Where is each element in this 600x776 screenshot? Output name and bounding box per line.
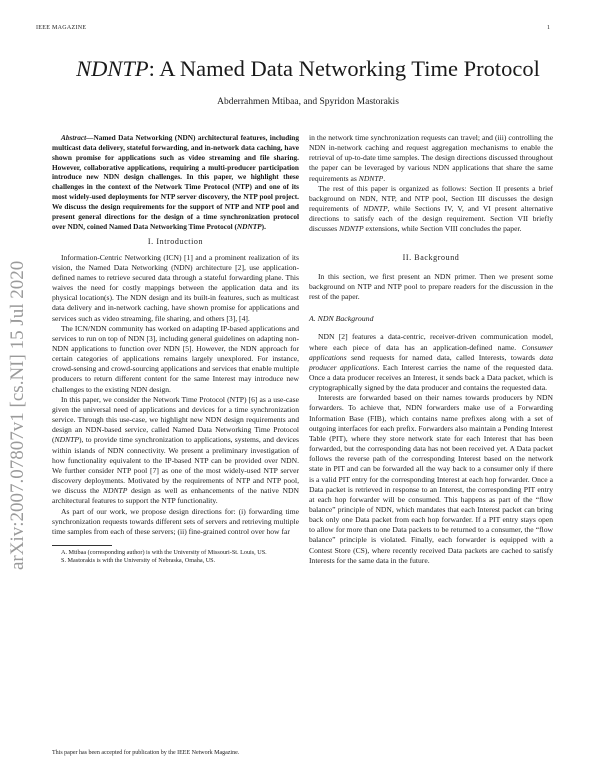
intro-paragraph-2: The ICN/NDN community has worked on adapting IP-based applications and services to run on top of NDN [3], including general guidelines on adapting non-NDN applications to function over NDN [5]. However, the NDN approach for certain categories of applications remains largely unexplored. For instance, crowd-sensing and crowd-sourcing applications and services that enable multiple producers to return different content for the same Interest may introduce new challenges to the existing NDN design. — [52, 323, 299, 394]
intro-p3-acronym-2: NDNTP — [102, 486, 128, 496]
intro-paragraph-1: Information-Centric Networking (ICN) [1] and a prominent realization of its vision, the Named Data Networking (NDN) architecture [2], use application-defined names to retrieve secured data through a stateful forwarding plane. This waives the need for costly mappings between the application data and its physical location(s). The NDN design and its built-in features, such as multicast data delivery and in-network caching, have shown promise for applications and services such as video streaming, file sharing, and others [3], [4]. — [52, 252, 299, 323]
footnote-rule — [52, 545, 112, 546]
ndn-p1-part-b: send requests for named data, called Interests, towards — [346, 352, 540, 362]
right-column — [309, 133, 553, 566]
footnote-author-1: A. Mtibaa (corresponding author) is with the University of Missouri-St. Louis, US. — [61, 548, 267, 556]
abstract-text: —Named Data Networking (NDN) architectural features, including multicast data delivery, stateful forwarding, and in-network data caching, have shown promise for applications such as video streaming and file sharing. However, collaborative applications, requiring a multi-producer participation introduce new NDN design challenges. In this paper, we highlight these challenges in the context of the Network Time Protocol (NTP) and one of its most widely-used deployments for NTP server discovery, the NTP pool project. We discuss the design requirements for the support of NTP and NTP pool and present general directions for the design of a time synchronization protocol over NDN, coined Named Data Networking Time Protocol ( — [52, 133, 299, 231]
publication-note: This paper has been accepted for publication by the IEEE Network Magazine. — [52, 750, 240, 756]
subsection-heading-ndn-background: A. NDN Background — [309, 314, 374, 324]
left-column — [52, 133, 299, 565]
running-head: IEEE MAGAZINE — [36, 25, 87, 31]
org-acronym: NDNTP — [363, 204, 388, 214]
abstract-end: ). — [261, 221, 266, 231]
section-heading-introduction: I. Introduction — [147, 237, 204, 247]
title-text: : A Named Data Networking Time Protocol — [148, 56, 540, 81]
intro-paragraph-4-continued — [309, 133, 553, 184]
footnote-author-2: S. Mastorakis is with the University of Nebraska, Omaha, US. — [61, 556, 216, 564]
intro-p3-part-b: ), to provide time synchronization to applications, systems, and devices within islands of NDN connectivity. We present a preliminary investigation of how functionality equivalent to the IP-based NTP can be provided over NDN. We further consider NTP pool [7] as one of the most widely-used NTP server discovery deployments. Motivated by the requirements of NTP and NTP pool, we discuss the — [52, 435, 299, 496]
ndn-p1-emphasis-2: data producer applications — [309, 352, 553, 372]
intro-p3-part-c: design as well as enhancements of the native NDN architectural features to support the NTP functionality. — [52, 486, 299, 506]
paper-title — [40, 56, 576, 82]
abstract-acronym: NDNTP — [236, 221, 262, 231]
intro-p3-acronym: NDNTP — [54, 435, 80, 445]
org-part-b: , while Sections IV, V, and VI present alternative directions to satisfy each of the design requirement. Section VII briefly discusses — [309, 204, 554, 234]
ndn-paragraph-2: Interests are forwarded based on their names towards producers by NDN forwarders. To achieve that, NDN forwarders make use of a Forwarding Information Base (FIB), which contains name prefixes along with a set of outgoing interfaces for each prefix. Forwarders also maintain a Pending Interest Table (PIT), where they store network state for each Interest that has been forwarded, but the corresponding data has not been received yet. A Data packet follows the reverse path of the corresponding Interest based on the network state in PIT and can be forwarded all the way back to a consumer only if there is a valid PIT entry for the corresponding Interest at each hop forwarder. Once a Data packet is retrieved in response to an Interest, the corresponding PIT entry at each hop forwarder will be consumed. This happens as part of the “flow balance” principle of NDN, which mandates that each Interest packet can bring back only one Data packet from each hop forwarder. If a PIT entry stays open to allow for more than one Data packets to be returned to a consumer, the “flow balance” principle is violated. Finally, each forwarder is equipped with a Contest Store (CS), where recently received Data packets are cached to satisfy Interests for the same data in the future. — [309, 393, 553, 565]
ndn-p1-emphasis-1: Consumer applications — [309, 342, 553, 362]
ndn-p1-part-a: NDN [2] features a data-centric, receiver-driven communication model, where each piece of data has an application-defined name. — [309, 332, 553, 352]
org-acronym-2: NDNTP — [339, 224, 364, 234]
intro-paragraph-organization — [309, 184, 553, 235]
abstract — [52, 133, 299, 231]
abstract-label: Abstract — [61, 133, 87, 142]
ndn-paragraph-1 — [309, 332, 553, 393]
intro-p3-part-a: In this paper, we consider the Network Time Protocol (NTP) [6] as a use-case given the universal need of applications and devices for a time synchronization service. Through this use-case, we highlight new NDN design requirements and design an NDN-based service, called Named Data Networking Time Protocol ( — [52, 394, 299, 445]
cont-part-b: . — [383, 173, 386, 183]
arxiv-identifier[interactable]: arXiv:2007.07807v1 [cs.NI] 15 Jul 2020 — [7, 260, 28, 570]
intro-paragraph-3 — [52, 395, 299, 507]
cont-part-a: in the network time synchronization requests can travel; and (iii) controlling the NDN in-network caching and request aggregation mechanisms to enable the retrieval of up-to-date time samples. The design directions discussed throughout the paper can be leveraged by various NDN applications that share the same requirements as — [309, 133, 553, 183]
section-heading-background: II. Background — [402, 252, 460, 262]
cont-acronym: NDNTP — [358, 173, 384, 183]
background-paragraph: In this section, we first present an NDN primer. Then we present some background on NTP and NTP pool to prepare readers for the discussion in the rest of the paper. — [309, 271, 553, 302]
org-part-a: The rest of this paper is organized as follows: Section II presents a brief background on NDN, NTP, and NTP pool, Section III discusses the design requirements of — [309, 183, 553, 214]
author-list: Abderrahmen Mtibaa, and Spyridon Mastorakis — [217, 97, 399, 107]
ndn-p1-part-c: . Each Interest carries the name of the requested data. Once a data producer receives an Interest, it sends back a Data packet, which is cryptographically signed by the data producer and contains the requested data. — [309, 362, 553, 393]
title-acronym: NDNTP — [76, 56, 149, 81]
page-number: 1 — [547, 25, 550, 31]
org-part-c: extensions, while Section VIII concludes the paper. — [363, 224, 522, 234]
intro-paragraph-4: As part of our work, we propose design directions for: (i) forwarding time synchronization requests towards different sets of servers and retrieving multiple time samples from each of these servers; (ii) fine-grained control over how far — [52, 506, 299, 536]
